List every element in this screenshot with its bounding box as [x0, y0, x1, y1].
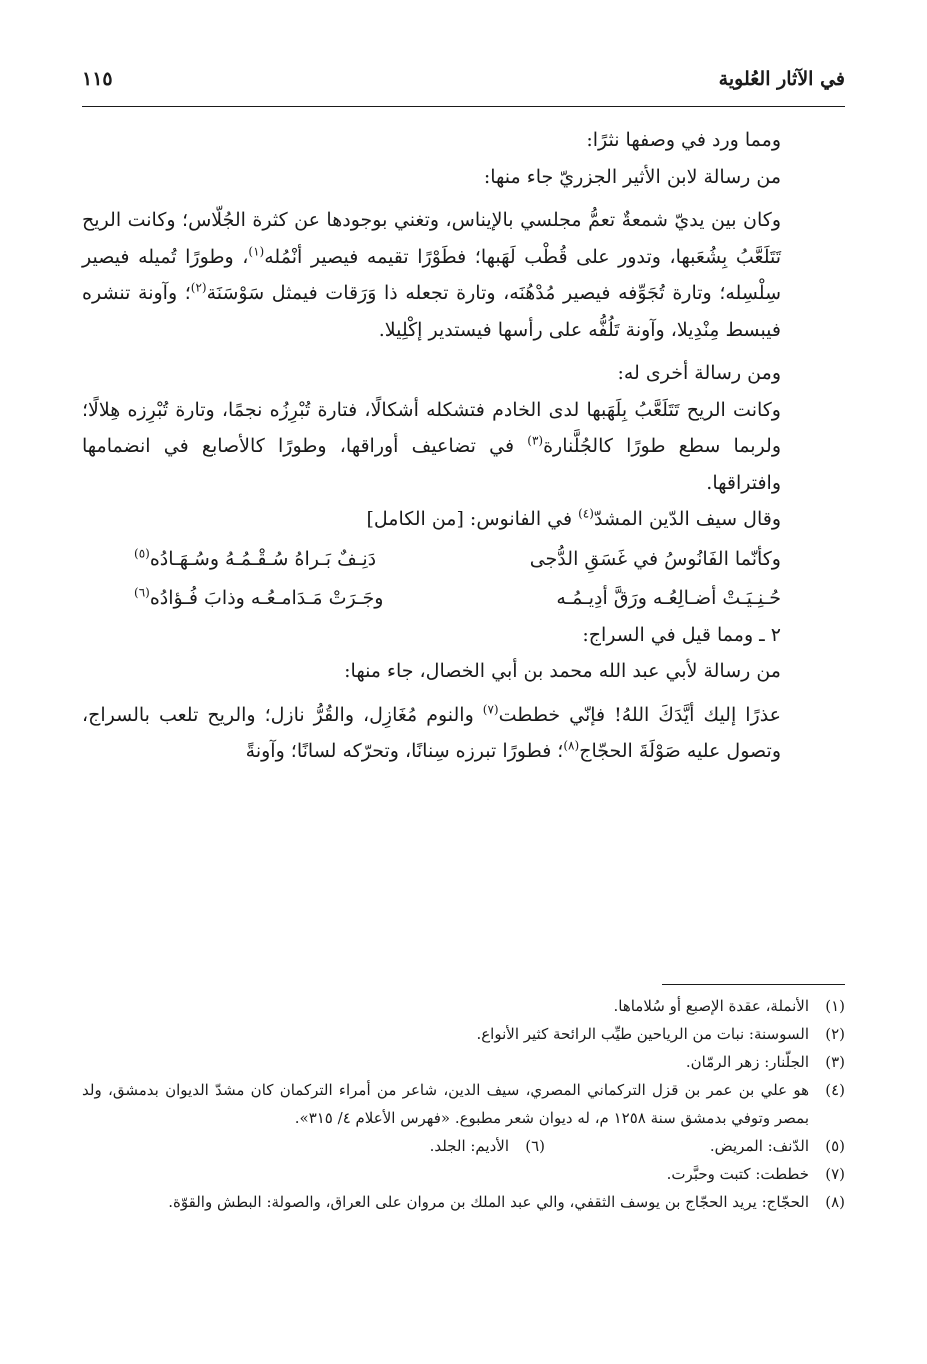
paragraph	[82, 202, 845, 348]
paragraph	[82, 392, 845, 502]
footnote-pair	[82, 1132, 845, 1160]
footnote-ref: (٣)	[527, 433, 544, 448]
paragraph-text: والنوم مُغَازِل، والقُرُّ نازل؛ والريح تلعب بالسراج، وتصول عليه صَوْلَةَ الحجّاج	[82, 703, 781, 762]
paragraph-text: ٢ ـ ومما قيل في السراج:	[582, 623, 781, 646]
footnote	[82, 1020, 845, 1048]
paragraph	[82, 653, 845, 690]
footnote-text: الأديم: الجلد.	[429, 1137, 509, 1155]
paragraph-text: وكانت الريح تَتَلَعَّبُ بِلَهَبها لدى الخادم فتشكله أشكالًا، فتارة تُبْرِزُه نجمًا، وتارة تُبْرِزه هِلالًا؛ ولربما سطع طورًا كالجُلَّنارة	[82, 398, 782, 457]
verse-first-hemistich: حُـنِـيَـتْ أضـالِعُـه ورَقَّ أدِيـمُـه	[556, 587, 781, 609]
footnote-ref: (٨)	[563, 738, 580, 753]
verse-first-hemistich: وكأنّما الفَانُوسُ في غَسَقِ الدُّجى	[529, 547, 781, 570]
paragraph	[82, 501, 845, 538]
verse-text: وجَـرَتْ مَـدَامـعُـه وذابَ فُـؤادُه	[149, 587, 384, 609]
footnote-ref: (٢)	[190, 280, 207, 295]
paragraph-text: ومما ورد في وصفها نثرًا:	[586, 129, 781, 151]
paragraph-text: ومن رسالة أخرى له:	[617, 362, 781, 384]
footnote-text: الدّنف: المريض.	[709, 1137, 809, 1155]
paragraph	[82, 122, 845, 159]
paragraph-text: ؛ فطورًا تبرزه سِنانًا، وتحرّكه لسانًا؛ وآونةً	[245, 740, 564, 762]
footnote	[545, 1132, 845, 1160]
footnote-ref: (١)	[248, 244, 265, 259]
paragraph-text: من رسالة لابن الأثير الجزريّ جاء منها:	[483, 165, 781, 188]
footnote	[82, 1160, 845, 1188]
verse-second-hemistich	[134, 541, 376, 578]
paragraph-text: في تضاعيف أوراقها، وطورًا كالأصابع في انضمامها وافتراقها.	[82, 435, 781, 494]
footnote-ref: (٦)	[134, 585, 150, 600]
footnote	[82, 1188, 845, 1216]
footnotes	[82, 992, 845, 1216]
footnote-text: السوسنة: نبات من الرياحين طيِّب الرائحة كثير الأنواع.	[476, 1025, 809, 1043]
verse-text: دَنِـفٌ بَـراهُ سُـقْـمُـهُ وسُـهَـادُه	[149, 547, 377, 570]
footnote	[245, 1132, 545, 1160]
page-number: ١١٥	[82, 68, 113, 90]
footnote-number: (٨)	[825, 1193, 845, 1211]
paragraph	[82, 697, 845, 770]
paragraph-text: عذرًا إليك أيَّدَكَ اللهُ! فإنّي خططت	[498, 703, 781, 726]
footnote	[82, 1076, 845, 1132]
footnote	[82, 992, 845, 1020]
footnote-text: هو علي بن عمر بن قزل التركماني المصري، سيف الدين، شاعر من أمراء التركمان كان مشدّ الديوان بدمشق، ولد بمصر وتوفي بدمشق سنة ١٢٥٨ م، له ديوان شعر مطبوع. «فهرس الأعلام ٤/ ٣١٥».	[82, 1081, 809, 1127]
footnote-number: (٦)	[525, 1137, 545, 1155]
section-heading	[82, 617, 845, 654]
main-text	[82, 122, 845, 770]
footnote-ref: (٥)	[134, 546, 150, 561]
verse-second-hemistich	[134, 580, 383, 617]
paragraph-text: وكان بين يديّ شمعةٌ تعمُّ مجلسي بالإيناس، وتغني بوجودها عن كثرة الجُلّاس؛ وكانت الريح تَتَلَعَّبُ بِشُعَبها، وتدور على قُطْب لَهَبها؛ فطَوْرًا تقيمه فيصير أنْمُله	[82, 209, 782, 268]
footnote-number: (٤)	[825, 1081, 845, 1099]
footnote-number: (١)	[825, 997, 845, 1015]
paragraph	[82, 159, 845, 196]
running-title: في الآثار العُلوية	[718, 68, 845, 90]
footnote-number: (٣)	[825, 1053, 845, 1071]
paragraph-text: ، وطورًا تُميله فيصير سِلْسِله؛ وتارة تُجَوِّفه فيصير مُدْهُنَه، وتارة تجعله ذا وَرَقات فيمثل سَوْسَنَة	[82, 245, 781, 304]
footnote-number: (٥)	[825, 1137, 845, 1155]
paragraph-text: وقال سيف الدّين المشدّ	[593, 508, 781, 530]
paragraph-text: في الفانوس: [من الكامل]	[366, 508, 579, 530]
verse-line	[82, 541, 845, 578]
footnote	[82, 1048, 845, 1076]
footnote-ref: (٧)	[482, 702, 499, 717]
footnote-separator	[662, 984, 845, 985]
footnote-number: (٧)	[825, 1165, 845, 1183]
page-header	[82, 66, 845, 107]
paragraph-text: ؛ وآونة تنشره فيبسط مِنْدِيلا، وآونة تَلُفُّه على رأسها فيستدير إكْلِيلا.	[82, 282, 781, 341]
footnote-text: الجلّنار: زهر الرمّان.	[685, 1053, 809, 1071]
paragraph	[82, 355, 845, 392]
footnote-text: خططت: كتبت وحبَّرت.	[666, 1165, 809, 1183]
verse-line	[82, 580, 845, 617]
footnote-text: الأنملة، عقدة الإصبع أو سُلاماها.	[613, 997, 809, 1015]
footnote-text: الحجّاج: يريد الحجّاج بن يوسف الثقفي، والي عبد الملك بن مروان على العراق، والصولة: البطش والقوّة.	[168, 1193, 809, 1211]
paragraph-text: من رسالة لأبي عبد الله محمد بن أبي الخصال، جاء منها:	[344, 660, 781, 682]
footnote-number: (٢)	[825, 1025, 845, 1043]
footnote-ref: (٤)	[578, 506, 594, 521]
